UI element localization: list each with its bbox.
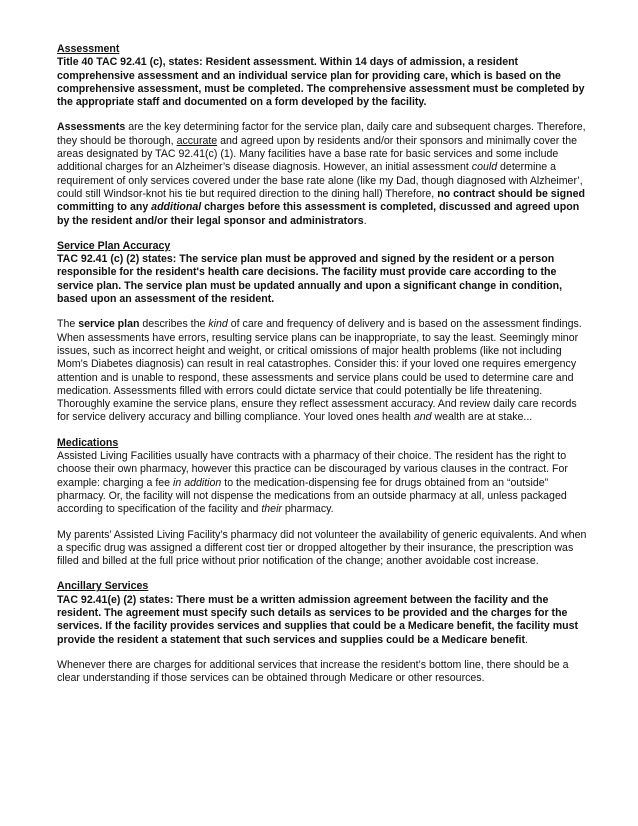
assessments-term: Assessments	[57, 121, 126, 134]
assessment-text-2: and agreed upon by residents and/or their sponsors and minimally cover the areas designated by TAC 92.41(c) (1). Many facilities have a base rate for basic services and some include additional charges for an Alzheimer’s disease diagnosis. However, an initial assessment	[57, 134, 578, 174]
ancillary-rule-end: .	[525, 633, 528, 646]
ancillary-heading: Ancillary Services	[57, 580, 149, 593]
service-plan-term: service plan	[78, 318, 140, 331]
assessment-text-4: .	[363, 214, 367, 227]
medications-text-1: Assisted Living Facilities usually have contracts with a pharmacy of their choice. The resident has the right to choose their own pharmacy, however this practice can be discouraged by various clauses in the contract. For example: charging a fee	[57, 450, 568, 489]
ancillary-section	[57, 580, 589, 646]
contract-warning-1: no contract should be signed committing to any	[57, 187, 585, 214]
medications-section	[57, 437, 589, 517]
could-emphasis: could	[471, 161, 498, 174]
assessment-heading: Assessment	[57, 43, 120, 55]
their-emphasis: their	[261, 503, 282, 516]
assessment-rule-text: Title 40 TAC 92.41 (c), states: Resident assessment. Within 14 days of admission, a resident comprehensive assessment and an individual service plan for providing care, which is based on the comprehensive assessment, must be completed. The comprehensive assessment must be completed by the appropriate staff and documented on a form developed by the facility.	[57, 56, 585, 109]
service-plan-heading: Service Plan Accuracy	[57, 239, 171, 252]
medications-text-3: pharmacy.	[281, 503, 334, 516]
service-plan-text-2: describes the	[139, 318, 209, 331]
service-plan-section	[57, 240, 589, 306]
medications-text-2: to the medication-dispensing fee for drugs obtained from an “outside” pharmacy. Or, the facility will not dispense the medications from an outside pharmacy at all, unless packaged according to specification of the facility and	[57, 476, 567, 516]
assessment-paragraph	[57, 121, 589, 227]
assessment-text-1: are the key determining factor for the service plan, daily care and subsequent charges. Therefore, they should be thorough,	[57, 121, 586, 147]
kind-emphasis: kind	[208, 318, 228, 331]
and-emphasis: and	[413, 411, 432, 424]
service-plan-text-4: wealth are at stake...	[431, 411, 533, 424]
contract-warning-2: charges before this assessment is completed, discussed and agreed upon by the resident and/or their legal sponsor and administrators	[57, 201, 580, 227]
service-plan-text-1: The	[57, 318, 79, 331]
assessment-section	[57, 43, 589, 109]
assessment-text-3: determine a requirement of only services covered under the base rate alone (like my Dad, though diagnosed with Alzheimer’, could still Windsor-knot his tie but required direction to the dining hall) Therefore,	[57, 161, 583, 200]
ancillary-rule-text: TAC 92.41(e) (2) states: There must be a written admission agreement between the facility and the resident. The agreement must specify such details as services to be provided and the charges for the services. If the facility provides services and supplies that could be a Medicare benefit, the facility must provide the resident a statement that such services and supplies could be a Medicare benefit	[57, 593, 579, 646]
medications-paragraph-2: My parents’ Assisted Living Facility’s pharmacy did not volunteer the availability of generic equivalents. And when a specific drug was assigned a different cost tier or dropped altogether by their insurance, the prescription was filled and billed at the full price without prior notification of the change; another avoidable cost increase.	[57, 528, 587, 568]
accurate-emphasis: accurate	[176, 134, 218, 147]
in-addition-emphasis: in addition	[173, 476, 222, 489]
service-plan-text-3: of care and frequency of delivery and is based on the assessment findings. When assessments have errors, resulting service plans can be inappropriate, to say the least. Seemingly minor issues, such as incorrect height and weight, or critical omissions of major health problems (like not including Mom’s Diabetes diagnosis) can result in real catastrophes. Consider this: if your loved one requires emergency attention and is unable to respond, these assessments and service plans could be used to determine care and medication. Assessments filled with errors could dictate service that could potentially be life threatening. Thoroughly examine the service plans, ensure they reflect assessment accuracy. And review daily care records for service delivery accuracy and billing compliance. Your loved ones health	[57, 318, 582, 424]
service-plan-rule-text: TAC 92.41 (c) (2) states: The service plan must be approved and signed by the resident or a person responsible for the resident's health care decisions. The facility must provide care according to the service plan. The service plan must be updated annually and upon a significant change in condition, based upon an assessment of the resident.	[57, 253, 563, 306]
medications-heading: Medications	[57, 436, 119, 449]
ancillary-paragraph: Whenever there are charges for additional services that increase the resident’s bottom line, there should be a clear understanding if those services can be obtained through Medicare or other resources.	[57, 658, 569, 685]
additional-emphasis: additional	[151, 201, 202, 214]
service-plan-paragraph	[57, 318, 589, 424]
document-page	[57, 43, 589, 697]
